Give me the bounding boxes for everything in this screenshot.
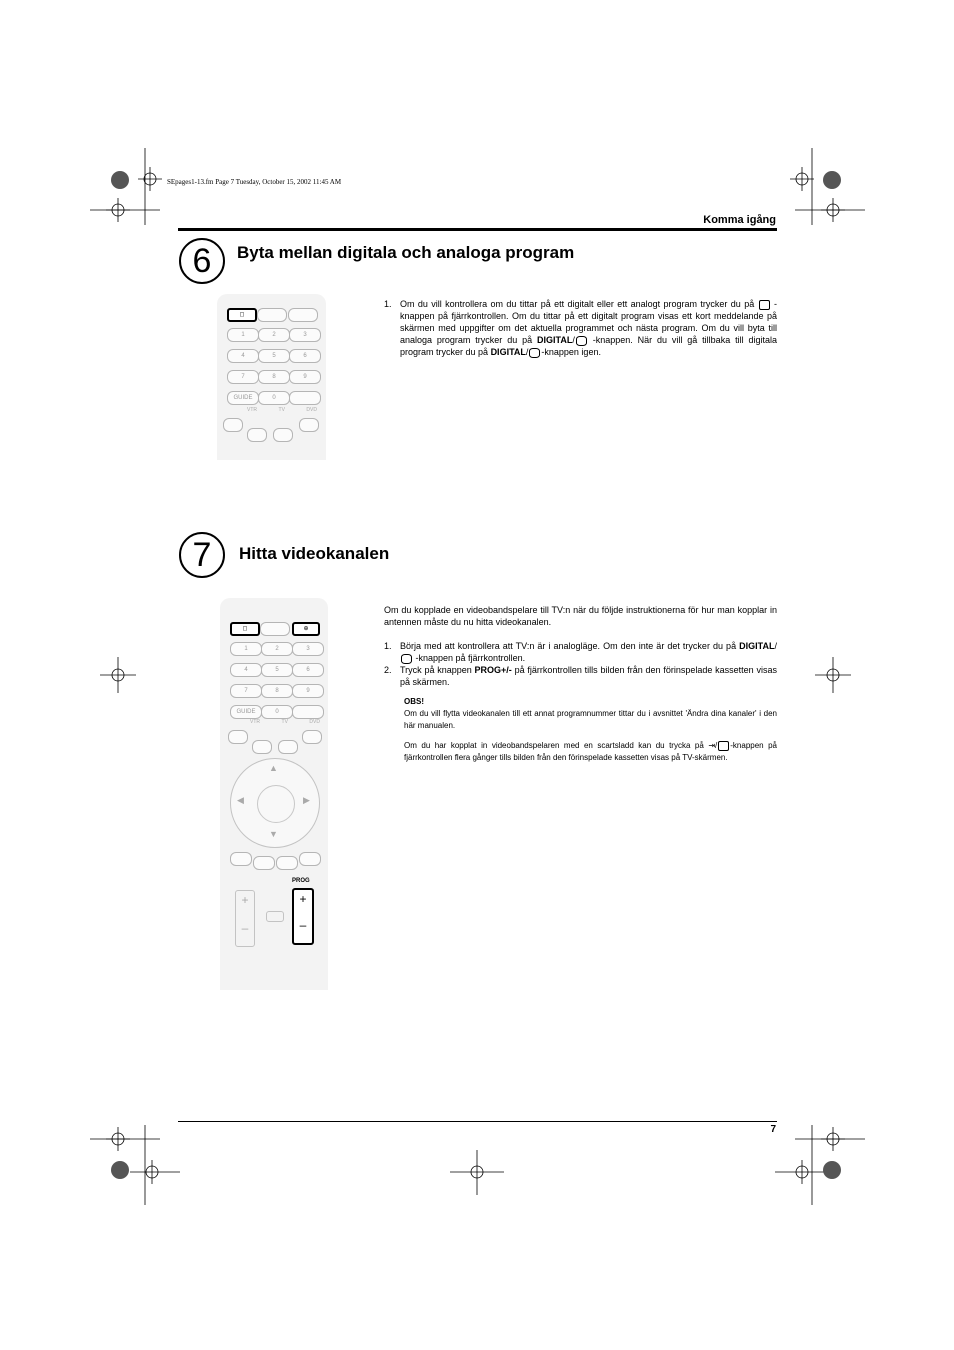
step-6-title: Byta mellan digitala och analoga program — [237, 243, 575, 262]
remote-btn — [278, 740, 298, 754]
obs-text-2b: -knappen på fjärrkontrollen flera gånger tills bilden från den förinspelade kassetten visas på TV-skärmen. — [404, 741, 777, 762]
item-text: -knappen på fjärrkontrollen. Om du tittar på ett digitalt program visas ett kort meddelande på skärmen med uppgifter om det aktuella programmet och nästa program. Om du vill byta till analoga program trycker du på — [400, 299, 777, 345]
remote-key — [289, 391, 321, 405]
step-6-body — [384, 298, 777, 358]
volume-minus-label: – — [241, 921, 249, 935]
nav-center — [257, 785, 295, 823]
obs-note — [384, 696, 777, 764]
remote-key: 4 — [230, 663, 262, 677]
obs-text-2a: Om du har kopplat in videobandspelaren med en scartsladd kan du trycka på — [404, 741, 704, 750]
prog-minus-label: – — [299, 918, 307, 932]
prog-plus-label: + — [299, 892, 307, 906]
remote-key: 1 — [230, 642, 262, 656]
remote-key: 9 — [289, 370, 321, 384]
obs-title: OBS! — [404, 697, 424, 706]
remote-btn — [223, 418, 243, 432]
color-button — [253, 856, 275, 870]
prog-label: PROG+/- — [474, 665, 512, 675]
remote-top-btn — [288, 308, 318, 322]
item-number: 2. — [384, 665, 392, 675]
color-button — [299, 852, 321, 866]
prog-rocker-highlighted — [292, 888, 314, 945]
digital-label: DIGITAL — [536, 335, 573, 345]
digital-button-icon — [576, 336, 587, 346]
digital-button-highlighted: ◻ — [230, 622, 260, 636]
color-button — [230, 852, 252, 866]
section-label: Komma igång — [703, 214, 776, 226]
remote-key: 8 — [261, 684, 293, 698]
remote-key: 4 — [227, 349, 259, 363]
prog-label: PROG — [292, 878, 310, 884]
remote-key: 6 — [289, 349, 321, 363]
step-7-title: Hitta videokanalen — [239, 544, 390, 563]
volume-plus-label: + — [241, 893, 249, 907]
input-button-icon — [718, 741, 729, 751]
item-number: 1. — [384, 641, 392, 651]
remote-key: 1 — [227, 328, 259, 342]
remote-key: GUIDE — [227, 391, 259, 405]
navigation-pad — [230, 758, 320, 848]
item-text: Om du vill kontrollera om du tittar på ett digitalt eller ett analogt program trycker du på — [400, 299, 755, 309]
remote-key: 3 — [289, 328, 321, 342]
step-7-body — [384, 604, 777, 764]
input-button-highlighted: ⊕ — [292, 622, 320, 636]
volume-rocker — [235, 890, 255, 947]
remote-key: 0 — [258, 391, 290, 405]
obs-text-2: Om du har kopplat in videobandspelaren med en scartsladd kan du trycka på ⇥/ -knappen på fjärrkontrollen flera gånger tills bilden från den förinspelade kassetten visas på TV-skärmen. — [404, 741, 777, 762]
remote-btn — [247, 428, 267, 442]
remote-key: 5 — [261, 663, 293, 677]
digital-label: DIGITAL — [490, 347, 526, 357]
file-header: SEpages1-13.fm Page 7 Tuesday, October 15, 2002 11:45 AM — [167, 178, 342, 186]
header-rule — [178, 228, 777, 231]
remote-key: 9 — [292, 684, 324, 698]
remote-key: 5 — [258, 349, 290, 363]
item-text: på fjärrkontrollen tills bilden från den förinspelade kassetten visas på skärmen. — [400, 665, 777, 687]
source-labels: VTR TV DVD — [247, 407, 317, 413]
step-7-item-2 — [384, 664, 777, 688]
remote-top-btn — [260, 622, 290, 636]
source-labels: VTR TV DVD — [250, 719, 320, 725]
remote-btn — [302, 730, 322, 744]
mute-button — [266, 911, 284, 922]
remote-key: 7 — [227, 370, 259, 384]
remote-btn — [228, 730, 248, 744]
nav-left-icon: ◀ — [237, 795, 244, 805]
digital-button-highlighted: ◻ — [227, 308, 257, 322]
remote-key: 2 — [261, 642, 293, 656]
footer-rule — [178, 1121, 777, 1122]
nav-up-icon: ▲ — [269, 763, 278, 773]
remote-btn — [252, 740, 272, 754]
item-text: -knappen. När du vill gå tillbaka till digitala program trycker du på — [400, 335, 777, 357]
remote-image-bottom — [220, 598, 328, 990]
remote-key: 3 — [292, 642, 324, 656]
color-button — [276, 856, 298, 870]
item-text: Tryck på knappen — [400, 665, 472, 675]
item-text: Börja med att kontrollera att TV:n är i analogläge. Om den inte är det trycker du på — [400, 641, 737, 651]
item-number: 1. — [384, 299, 392, 309]
remote-key: 7 — [230, 684, 262, 698]
remote-key: 8 — [258, 370, 290, 384]
remote-key — [292, 705, 324, 719]
digital-label: DIGITAL — [739, 641, 775, 651]
nav-right-icon: ▶ — [303, 795, 310, 805]
nav-down-icon: ▼ — [269, 829, 278, 839]
step-6-number: 6 — [179, 238, 225, 284]
step-7-number: 7 — [179, 532, 225, 578]
remote-btn — [299, 418, 319, 432]
remote-key: 2 — [258, 328, 290, 342]
page-number: 7 — [770, 1124, 776, 1135]
remote-image-top — [217, 294, 326, 460]
digital-button-icon — [401, 654, 412, 664]
remote-top-btn — [257, 308, 287, 322]
info-button-icon — [759, 300, 770, 310]
step-6-item-1: 1. Om du vill kontrollera om du tittar på ett digitalt eller ett analogt program trycker du på -knappen på fjärrkontrollen. Om du tittar på ett digitalt program visas ett kort meddelande på skärmen med uppgifter om det aktuella programmet och nästa program. Om du vill byta till analoga program trycker du på DIGITAL/ -knappen. När du vill gå tillbaka till digitala program trycker du på DIGITAL/ -knappen igen. — [384, 299, 777, 357]
remote-key: 6 — [292, 663, 324, 677]
digital-button-icon — [529, 348, 540, 358]
item-text: -knappen på fjärrkontrollen. — [415, 653, 526, 663]
item-text: -knappen igen. — [541, 347, 601, 357]
step-7-intro: Om du kopplade en videobandspelare till TV:n när du följde instruktionerna för hur man kopplar in antennen måste du nu hitta videokanalen. — [384, 605, 777, 627]
remote-key: 0 — [261, 705, 293, 719]
step-7-item-1: 1. Börja med att kontrollera att TV:n är i analogläge. Om den inte är det trycker du på DIGITAL/ -knappen på fjärrkontrollen. — [384, 641, 777, 663]
remote-key: GUIDE — [230, 705, 262, 719]
obs-text-1: Om du vill flytta videokanalen till ett annat programnummer tittar du i avsnittet 'Ändra dina kanaler' i den här manualen. — [404, 709, 777, 730]
remote-btn — [273, 428, 293, 442]
input-icon: ⇥ — [708, 741, 716, 750]
